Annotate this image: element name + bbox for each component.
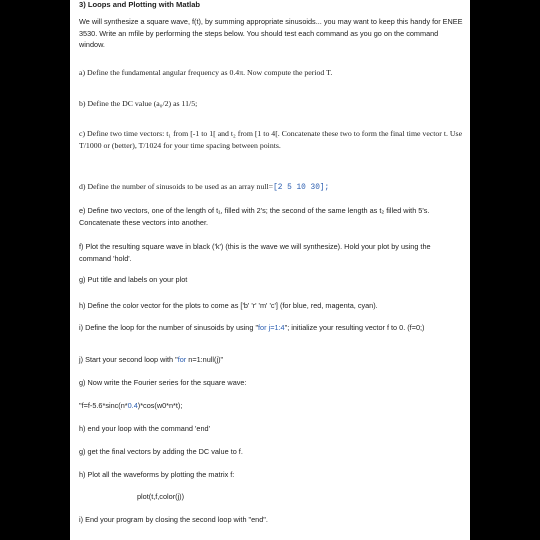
step-h2: h) end your loop with the command 'end'	[79, 424, 210, 433]
intro-paragraph: We will synthesize a square wave, f(t), by summing appropriate sinusoids... you may want to keep this handy for ENEE 3530. Write an mfile by performing the steps below. You should test each command as you go on the command window.	[79, 17, 463, 49]
step-d	[79, 181, 463, 195]
formula-post: )*cos(w0*n*t);	[137, 401, 183, 410]
step-c: c) Define two time vectors: t₁ from [-1 to 1[ and t₂ from [1 to 4[. Concatenate these two to form the final time vector t. Use T/1000 or (better), T/1024 for your time spacing between points.	[79, 129, 463, 150]
step-d-text: d) Define the number of sinusoids to be used as an array null=	[79, 182, 274, 191]
step-e: e) Define two vectors, one of the length of t₁, filled with 2's; the second of the same length as t₂ filled with 5's. Concatenate these vectors into another.	[79, 206, 430, 227]
formula-pre: "f=f-5.6*sinc(n*	[79, 401, 128, 410]
formula-code: 0.4	[127, 401, 138, 410]
step-j	[79, 354, 463, 366]
step-i-code: for j=1:4	[258, 323, 285, 332]
step-j-pre: j) Start your second loop with "	[79, 355, 178, 364]
step-j-post: n=1:null(j)"	[186, 355, 224, 364]
plot-command: plot(t,f,color(j))	[137, 492, 185, 501]
step-i-pre: i) Define the loop for the number of sinusoids by using "	[79, 323, 259, 332]
step-g2: g) Now write the Fourier series for the square wave:	[79, 378, 247, 387]
step-h3: h) Plot all the waveforms by plotting the matrix f:	[79, 470, 235, 479]
step-g: g) Put title and labels on your plot	[79, 275, 188, 284]
step-i-post: "; initialize your resulting vector f to 0. (f=0;)	[284, 323, 425, 332]
step-f: f) Plot the resulting square wave in black ('k') (this is the wave we will synthesize). Hold your plot by using the command 'hold'.	[79, 242, 431, 263]
step-i	[79, 322, 463, 334]
step-j-code: for	[177, 355, 187, 364]
section-title: 3) Loops and Plotting with Matlab	[79, 0, 201, 9]
document-page	[70, 0, 470, 540]
step-a: a) Define the fundamental angular frequency as 0.4π. Now compute the period T.	[79, 68, 333, 77]
step-d-code: [2 5 10 30];	[273, 184, 330, 192]
fourier-formula	[79, 400, 463, 412]
step-h: h) Define the color vector for the plots to come as ['b' 'r' 'm' 'c'] (for blue, red, magenta, cyan).	[79, 301, 378, 310]
step-b: b) Define the DC value (a₀/2) as 11/5;	[79, 99, 198, 108]
step-i2: i) End your program by closing the second loop with "end".	[79, 515, 268, 524]
step-g3: g) get the final vectors by adding the DC value to f.	[79, 447, 243, 456]
